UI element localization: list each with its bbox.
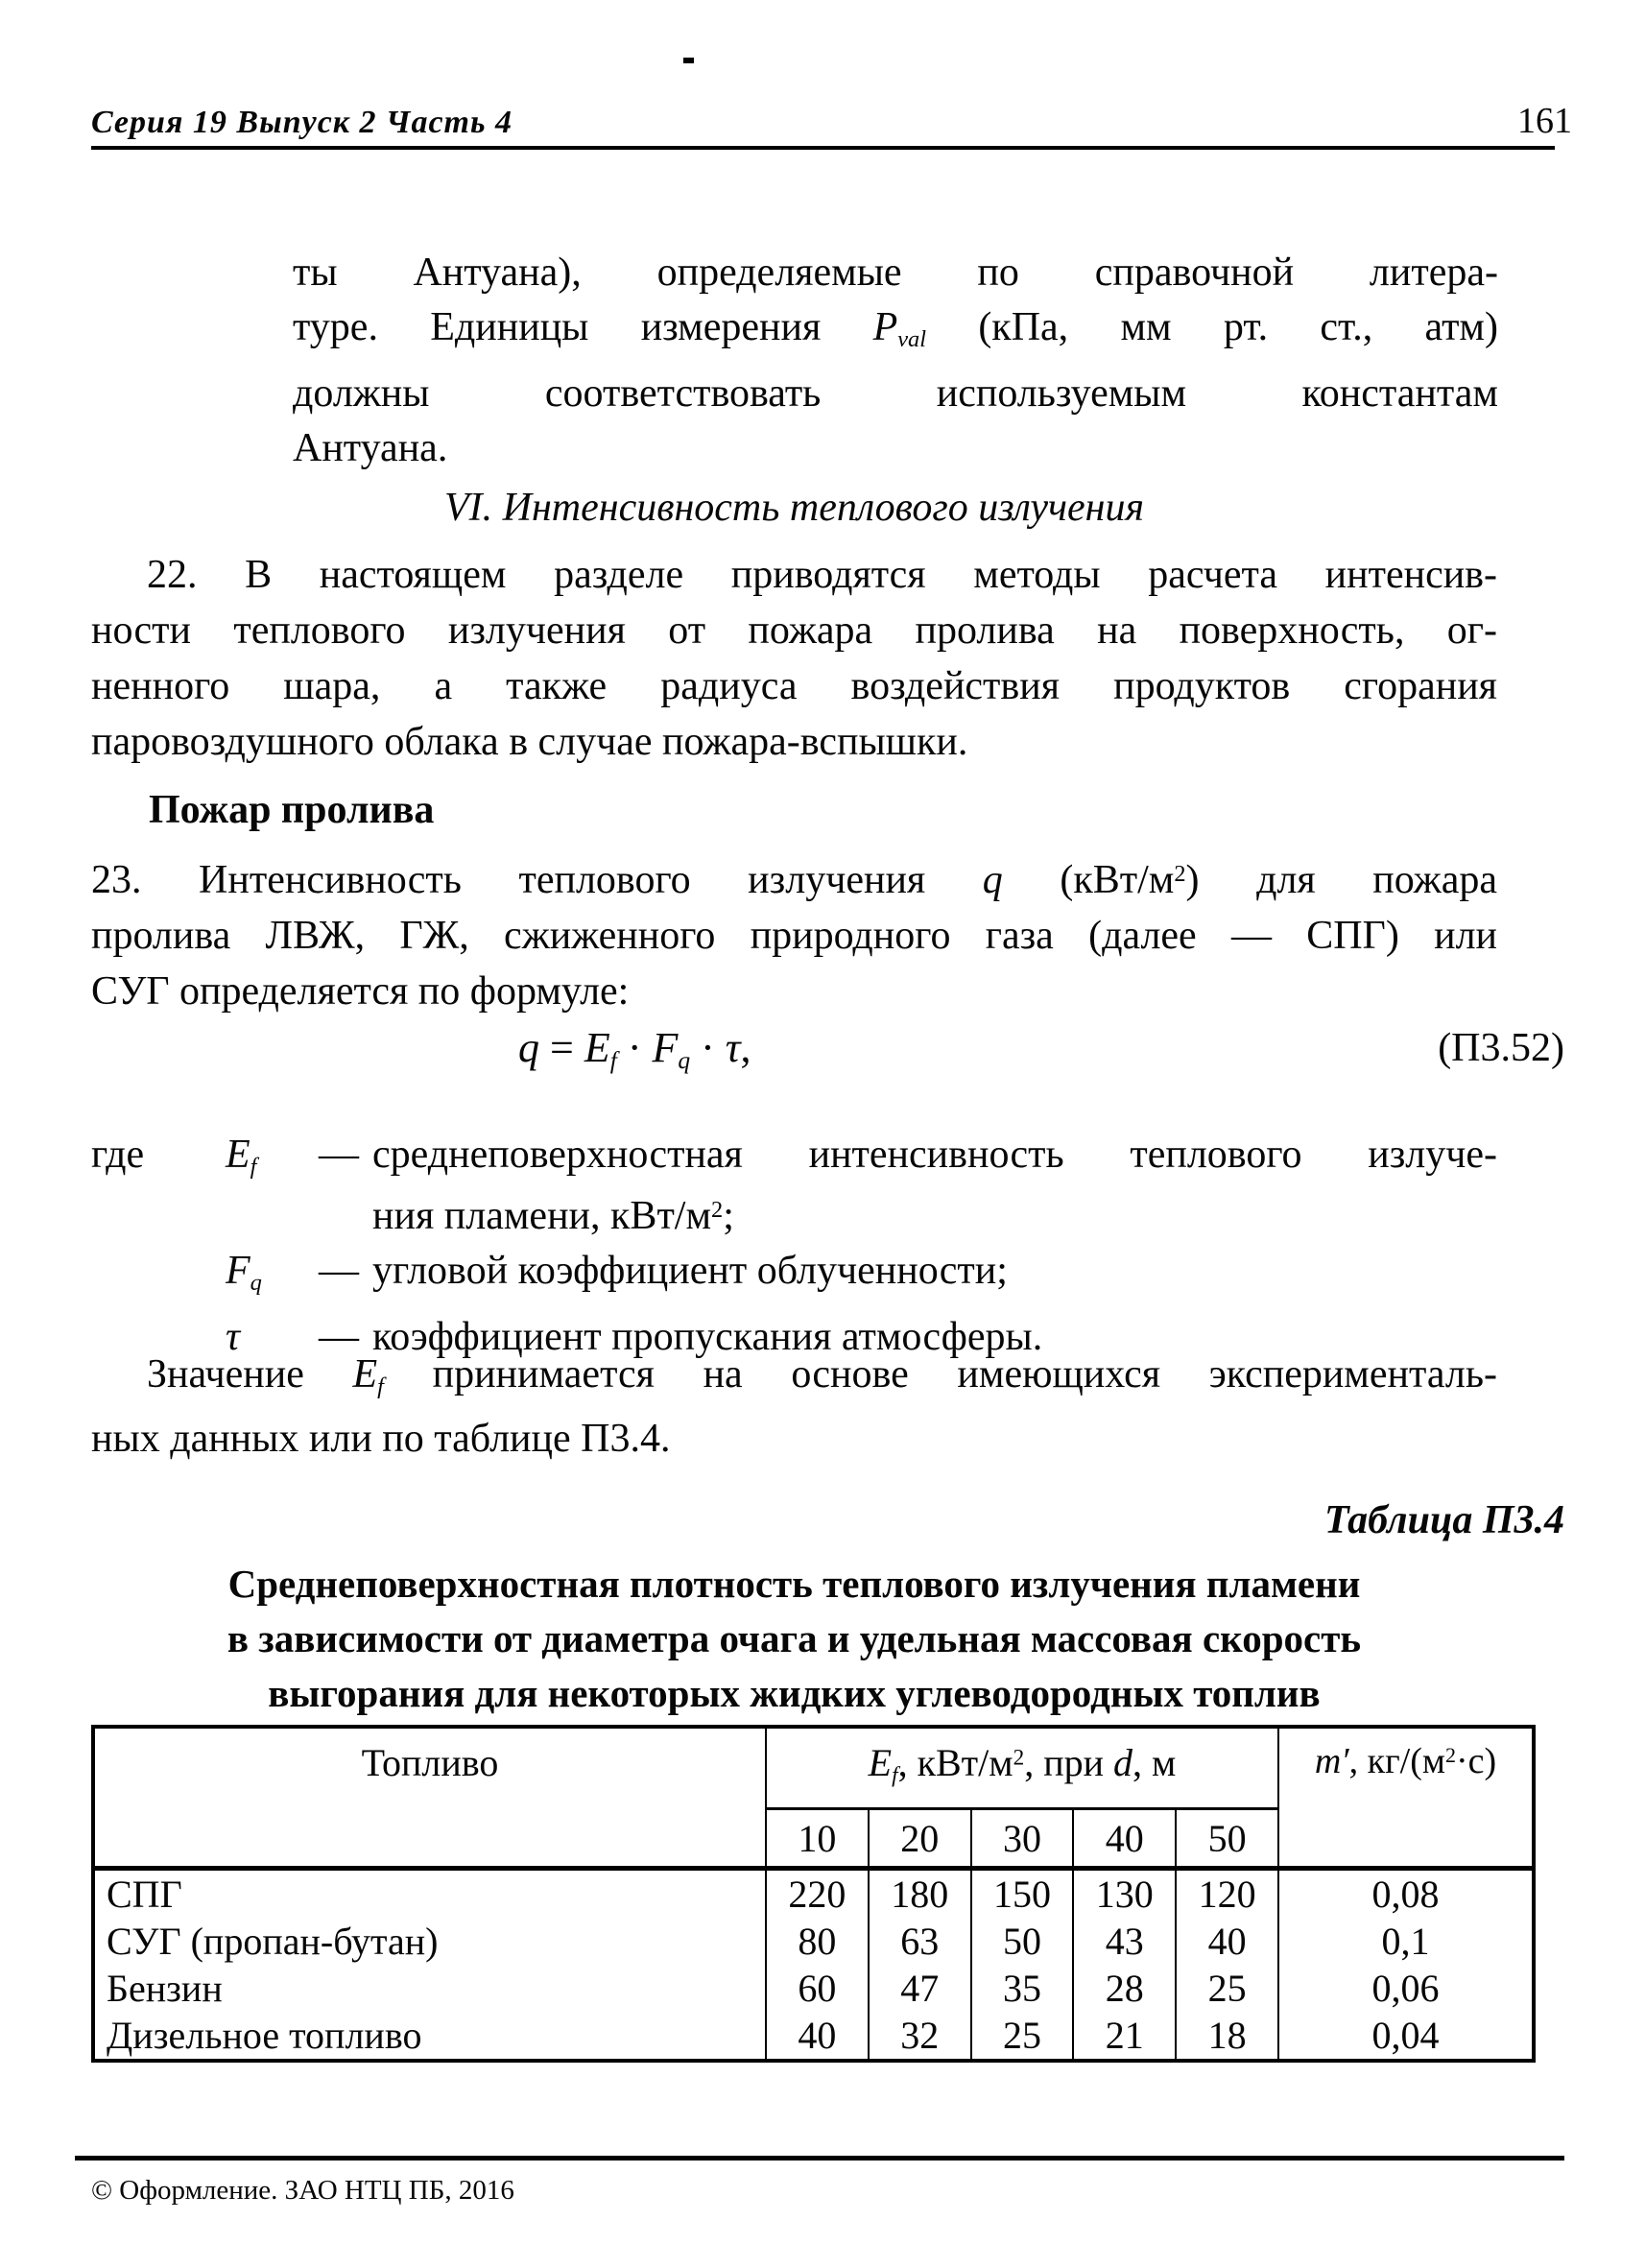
definition-text-Ef bbox=[372, 1128, 1497, 1244]
value-cell: 130 bbox=[1073, 1869, 1176, 1919]
equation-number: (П3.52) bbox=[1438, 1026, 1564, 1070]
text-segment: Значение bbox=[147, 1352, 353, 1397]
multiply-dot: · bbox=[690, 1024, 726, 1071]
table-header bbox=[93, 1727, 1534, 1869]
text-segment: ния пламени, кВт/м bbox=[372, 1194, 712, 1239]
symbol-E: E bbox=[226, 1133, 250, 1177]
table-row bbox=[93, 1869, 1534, 1919]
subscript-q: q bbox=[250, 1269, 262, 1296]
value-cell: 120 bbox=[1176, 1869, 1278, 1919]
text-line: СУГ определяется по формуле: bbox=[91, 969, 630, 1015]
continuation-paragraph bbox=[293, 246, 1498, 476]
text-line: пролива ЛВЖ, ГЖ, сжиженного природного газа (далее — СПГ) или bbox=[91, 914, 1497, 959]
page-number: 161 bbox=[1517, 101, 1572, 141]
subscript-f: f bbox=[250, 1153, 257, 1180]
page-header bbox=[91, 100, 1572, 142]
text-line: паровоздушного облака в случае пожара-вспышки. bbox=[91, 720, 968, 764]
formula bbox=[518, 1023, 751, 1075]
symbol-E: E bbox=[352, 1352, 378, 1397]
burn-rate-cell: 0,04 bbox=[1278, 2012, 1534, 2061]
definition-text-tau: коэффициент пропускания атмосферы. bbox=[372, 1314, 1043, 1359]
paragraph-ef-value bbox=[91, 1349, 1497, 1466]
superscript-2: 2 bbox=[1444, 1742, 1456, 1767]
text-segment: ) для пожара bbox=[1185, 858, 1497, 903]
value-cell: 25 bbox=[1176, 1965, 1278, 2012]
superscript-2: 2 bbox=[1174, 861, 1186, 887]
column-header-m bbox=[1278, 1727, 1534, 1869]
table-row bbox=[93, 1965, 1534, 2012]
fuel-cell: СУГ (пропан-бутан) bbox=[93, 1918, 766, 1965]
text-segment: (кВт/м bbox=[1002, 858, 1175, 903]
diameter-header: 10 bbox=[766, 1809, 869, 1869]
definition-symbol-tau: τ bbox=[226, 1314, 241, 1359]
table-row bbox=[93, 1918, 1534, 1965]
value-cell: 21 bbox=[1073, 2012, 1176, 2061]
value-cell: 180 bbox=[869, 1869, 971, 1919]
superscript-2: 2 bbox=[1013, 1745, 1025, 1771]
value-cell: 35 bbox=[971, 1965, 1074, 2012]
value-cell: 47 bbox=[869, 1965, 971, 2012]
symbol-m-prime: m′ bbox=[1314, 1741, 1349, 1781]
value-cell: 60 bbox=[766, 1965, 869, 2012]
text-line: ных данных или по таблице П3.4. bbox=[91, 1416, 671, 1461]
text-segment: туре. Единицы измерения bbox=[293, 305, 873, 349]
text-line: 22. В настоящем разделе приводятся методы расчета интенсив- bbox=[147, 553, 1497, 597]
value-cell: 63 bbox=[869, 1918, 971, 1965]
text-line bbox=[91, 847, 1497, 908]
table-row bbox=[93, 2012, 1534, 2061]
footer-copyright: © Оформление. ЗАО НТЦ ПБ, 2016 bbox=[91, 2175, 514, 2206]
text-segment: (кПа, мм рт. ст., атм) bbox=[926, 305, 1498, 349]
value-cell: 43 bbox=[1073, 1918, 1176, 1965]
diameter-header: 30 bbox=[971, 1809, 1074, 1869]
value-cell: 150 bbox=[971, 1869, 1074, 1919]
multiply-dot: · bbox=[616, 1024, 653, 1071]
text-line bbox=[293, 300, 1498, 367]
table-title-line: выгорания для некоторых жидких углеводородных топлив bbox=[268, 1671, 1321, 1715]
text-segment: принимается на основе имеющихся эксперименталь- bbox=[383, 1352, 1497, 1397]
column-header-ef bbox=[766, 1727, 1278, 1809]
definition-text-Fq: угловой коэффициент облученности; bbox=[372, 1249, 1008, 1294]
text-line: ненного шара, а также радиуса воздействия продуктов сгорания bbox=[91, 664, 1497, 708]
spacer bbox=[91, 1244, 226, 1310]
burn-rate-cell: 0,1 bbox=[1278, 1918, 1534, 1965]
text-segment: , bbox=[740, 1024, 751, 1071]
text-line: среднеповерхностная интенсивность теплового излуче- bbox=[372, 1133, 1497, 1177]
symbol-q: q bbox=[982, 858, 1003, 903]
symbol-F: F bbox=[226, 1249, 250, 1294]
value-cell: 220 bbox=[766, 1869, 869, 1919]
value-cell: 25 bbox=[971, 2012, 1074, 2061]
symbol-P: P bbox=[872, 305, 898, 349]
symbol-q: q bbox=[518, 1024, 539, 1071]
text-line bbox=[372, 1182, 1497, 1244]
value-cell: 50 bbox=[971, 1918, 1074, 1965]
diameter-header: 50 bbox=[1176, 1809, 1278, 1869]
footer-rule bbox=[75, 2156, 1564, 2161]
definition-dash: — bbox=[319, 1249, 359, 1294]
text-line: ты Антуана), определяемые по справочной литера- bbox=[293, 251, 1498, 295]
table-title bbox=[91, 1557, 1497, 1721]
definitions-block bbox=[91, 1128, 1497, 1365]
series-title: Серия 19 Выпуск 2 Часть 4 bbox=[91, 105, 513, 140]
text-segment: ; bbox=[723, 1194, 734, 1239]
equals-sign: = bbox=[539, 1024, 584, 1071]
subscript-f: f bbox=[377, 1373, 384, 1399]
formula-block bbox=[91, 1023, 1564, 1083]
table-caption: Таблица П3.4 bbox=[1324, 1498, 1564, 1542]
definition-dash: — bbox=[319, 1133, 359, 1177]
header-rule bbox=[91, 146, 1555, 150]
definition-symbol-Ef bbox=[226, 1128, 319, 1244]
table-title-line: Среднеповерхностная плотность теплового излучения пламени bbox=[227, 1562, 1361, 1606]
text-line bbox=[91, 1349, 1497, 1413]
fuel-cell: СПГ bbox=[93, 1869, 766, 1919]
text-segment: , при bbox=[1024, 1741, 1113, 1784]
burn-rate-cell: 0,06 bbox=[1278, 1965, 1534, 2012]
fuels-table bbox=[91, 1725, 1536, 2063]
subscript-f: f bbox=[609, 1046, 617, 1075]
fuel-cell: Дизельное топливо bbox=[93, 2012, 766, 2061]
value-cell: 32 bbox=[869, 2012, 971, 2061]
subscript-q: q bbox=[678, 1046, 691, 1075]
value-cell: 80 bbox=[766, 1918, 869, 1965]
value-cell: 40 bbox=[766, 2012, 869, 2061]
text-line: Антуана. bbox=[293, 425, 448, 470]
diameter-header: 20 bbox=[869, 1809, 971, 1869]
fuel-cell: Бензин bbox=[93, 1965, 766, 2012]
value-cell: 28 bbox=[1073, 1965, 1176, 2012]
text-segment: , м bbox=[1132, 1741, 1177, 1784]
definition-dash: — bbox=[319, 1314, 359, 1359]
text-line: ности теплового излучения от пожара пролива на поверхность, ог- bbox=[91, 609, 1497, 653]
table-title-line: в зависимости от диаметра очага и удельная массовая скорость bbox=[226, 1616, 1362, 1660]
section-heading: VI. Интенсивность теплового излучения bbox=[443, 486, 1145, 530]
burn-rate-cell: 0,08 bbox=[1278, 1869, 1534, 1919]
subscript-val: val bbox=[897, 325, 927, 352]
subheading-fire-spill: Пожар пролива bbox=[149, 788, 435, 832]
value-cell: 40 bbox=[1176, 1918, 1278, 1965]
scan-artifact-dot bbox=[683, 58, 694, 63]
paragraph-23 bbox=[91, 847, 1497, 1019]
text-segment: , кВт/м bbox=[897, 1741, 1013, 1784]
diameter-header: 40 bbox=[1073, 1809, 1176, 1869]
superscript-2: 2 bbox=[711, 1197, 724, 1223]
column-header-fuel: Топливо bbox=[93, 1727, 766, 1869]
value-cell: 18 bbox=[1176, 2012, 1278, 2061]
symbol-E: E bbox=[584, 1024, 610, 1071]
symbol-E: E bbox=[868, 1741, 893, 1784]
text-segment: 23. Интенсивность теплового излучения bbox=[91, 858, 983, 903]
where-label: где bbox=[91, 1133, 145, 1177]
table-header-row bbox=[93, 1727, 1534, 1809]
text-segment: ·с) bbox=[1455, 1741, 1497, 1781]
symbol-tau: τ bbox=[725, 1024, 741, 1071]
symbol-F: F bbox=[652, 1024, 679, 1071]
symbol-d: d bbox=[1113, 1741, 1132, 1784]
text-segment: , кг/(м bbox=[1348, 1741, 1445, 1781]
paragraph-22 bbox=[91, 547, 1497, 770]
subscript-f: f bbox=[892, 1762, 898, 1788]
text-line: должны соответствовать используемым константам bbox=[293, 370, 1498, 416]
table-body bbox=[93, 1869, 1534, 2062]
definition-symbol-Fq bbox=[226, 1244, 319, 1310]
